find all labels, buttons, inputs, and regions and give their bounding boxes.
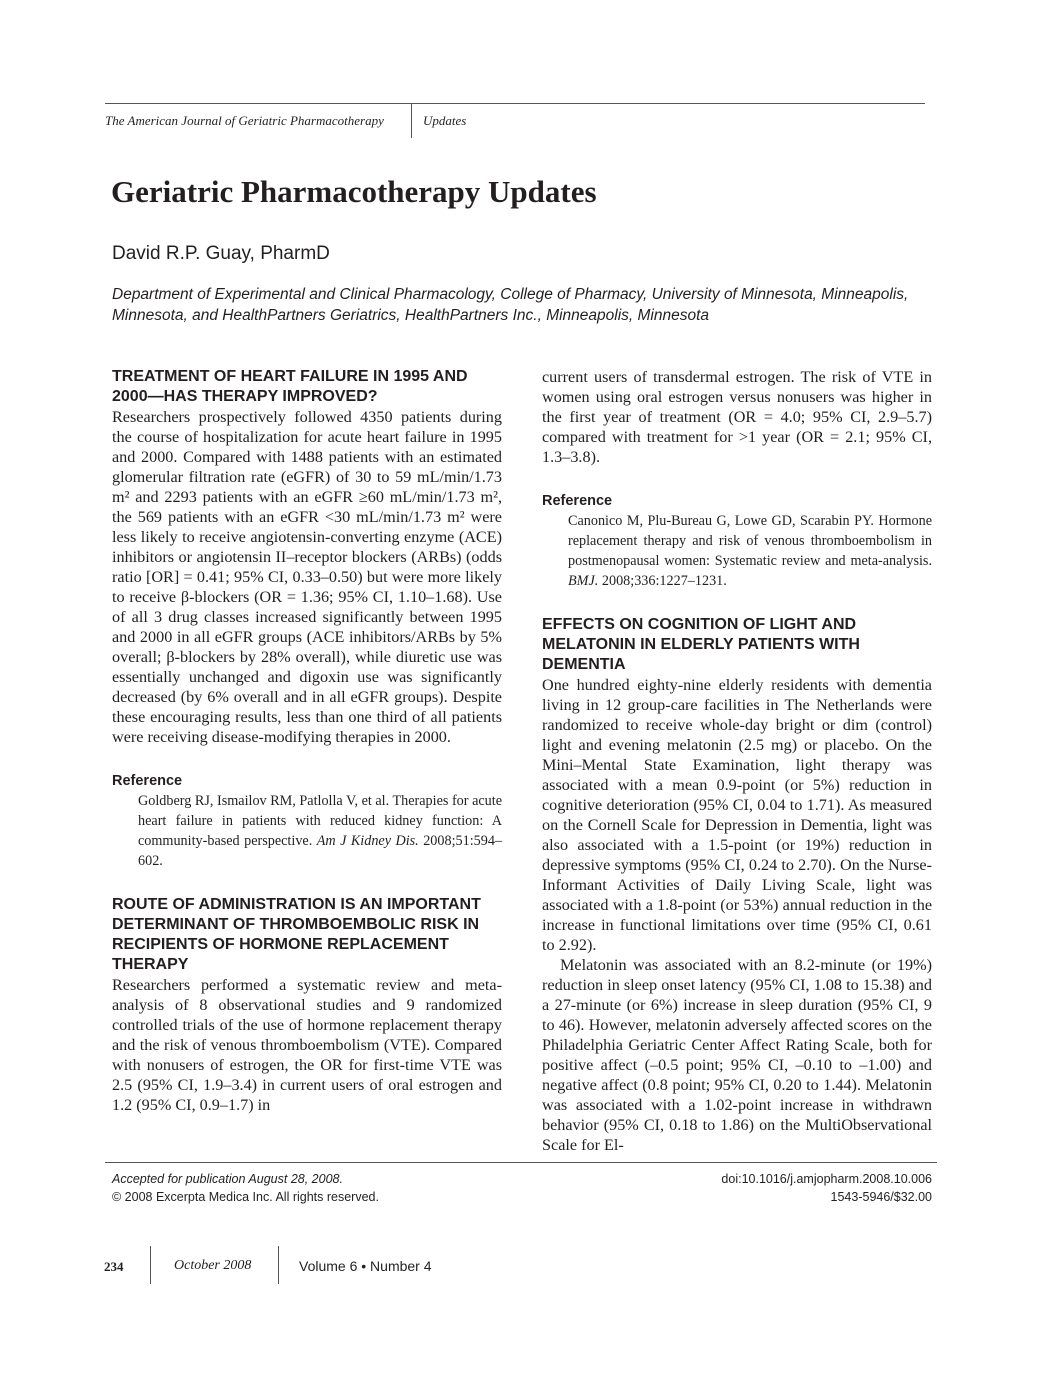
section-paragraph: Melatonin was associated with an 8.2-minute (or 19%) reduction in sleep onset latency (95% CI, 1.08 to 15.38) and a 27-minute (or 6%) increase in sleep duration (95% CI, 9 to 46). However, melatonin adversely affected scores on the Philadelphia Geriatric Center Affect Rating Scale, both for positive affect (–0.5 point; 95% CI, –0.10 to –1.00) and negative affect (0.8 point; 95% CI, 0.20 to 1.44). Melatonin was associated with a 1.02-point increase in withdrawn behavior (95% CI, 0.18 to 1.86) on the MultiObservational Scale for El- [542,956,932,1154]
accepted-date: Accepted for publication August 28, 2008. [112,1172,343,1186]
section-paragraph: One hundred eighty-nine elderly residents with dementia living in 12 group-care facilities in The Netherlands were randomized to receive whole-day bright or dim (control) light and evening melatonin (2.5 mg) or placebo. On the Mini–Mental State Examination, light therapy was associated with a mean 0.9-point (or 5%) reduction in cognitive deterioration (95% CI, 0.04 to 1.71). As measured on the Cornell Scale for Depression in Dementia, light was also associated with a 1.5-point (or 19%) reduction in depressive symptoms (95% CI, 0.24 to 2.70). On the Nurse-Informant Activities of Daily Living Scale, light was associated with a 1.8-point (or 53%) annual reduction in the increase in functional limitations over time (95% CI, 0.61 to 2.92). [542,676,932,954]
right-column [542,367,932,1155]
doi: doi:10.1016/j.amjopharm.2008.10.006 [721,1172,932,1186]
left-column [112,367,502,1115]
footer-divider [150,1246,151,1284]
footer-rule [105,1162,937,1163]
section-name: Updates [423,113,467,128]
reference-heading: Reference [112,773,183,789]
author: David R.P. Guay, PharmD [112,243,330,264]
header-rule [105,103,925,104]
reference-text: Goldberg RJ, Ismailov RM, Patlolla V, et al. Therapies for acute heart failure in patients with reduced kidney function: A community-based perspective. Am J Kidney Dis. 2008;51:594–602. [138,793,503,869]
affiliation: Department of Experimental and Clinical Pharmacology, College of Pharmacy, University of Minnesota, Minneapolis, Minnesota, and HealthPartners Geriatrics, HealthPartners Inc., Minneapolis, Minnesota [112,286,909,324]
reference-heading: Reference [542,493,613,509]
reference-text: Canonico M, Plu-Bureau G, Lowe GD, Scarabin PY. Hormone replacement therapy and risk of venous thromboembolism in postmenopausal women: Systematic review and meta-analysis. BMJ. 2008;336:1227–1231. [568,513,932,589]
issn-price: 1543-5946/$32.00 [830,1190,932,1204]
section-body: Researchers prospectively followed 4350 patients during the course of hospitalization for acute heart failure in 1995 and 2000. Compared with 1488 patients with an estimated glomerular filtration rate (eGFR) of 30 to 59 mL/min/1.73 m² and 2293 patients with an eGFR ≥60 mL/min/1.73 m², the 569 patients with an eGFR <30 mL/min/1.73 m² were less likely to receive angiotensin-converting enzyme (ACE) inhibitors or angiotensin II–receptor blockers (ARBs) (odds ratio [OR] = 0.41; 95% CI, 0.33–0.50) but were more likely to receive β-blockers (OR = 1.36; 95% CI, 1.10–1.68). Use of all 3 drug classes increased significantly between 1995 and 2000 in all eGFR groups (ACE inhibitors/ARBs by 5% overall; β-blockers by 28% overall), while diuretic use was essentially unchanged and digoxin use was significantly decreased (by 6% overall and in all eGFR groups). Despite these encouraging results, less than one third of all patients were receiving disease-modifying therapies in 2000. [112,408,502,746]
section-heading: TREATMENT OF HEART FAILURE IN 1995 AND 2000—HAS THERAPY IMPROVED? [112,368,468,405]
section-body: Researchers performed a systematic review and meta-analysis of 8 observational studies and 9 randomized controlled trials of the use of hormone replacement therapy and the risk of venous thromboembolism (VTE). Compared with nonusers of estrogen, the OR for first-time VTE was 2.5 (95% CI, 1.9–3.4) in current users of oral estrogen and 1.2 (95% CI, 0.9–1.7) in [112,976,502,1114]
footer-divider [278,1246,279,1284]
section-heading: ROUTE OF ADMINISTRATION IS AN IMPORTANT DETERMINANT OF THROMBOEMBOLIC RISK IN RECIPIENTS OF HORMONE REPLACEMENT THERAPY [112,896,481,973]
issue-date: October 2008 [174,1258,252,1273]
section-body-continued: current users of transdermal estrogen. The risk of VTE in women using oral estrogen versus nonusers was higher in the first year of treatment (OR = 4.0; 95% CI, 2.9–5.7) compared with treatment for >1 year (OR = 2.1; 95% CI, 1.3–3.8). [542,368,932,466]
copyright: © 2008 Excerpta Medica Inc. All rights reserved. [112,1190,379,1204]
page-number: 234 [104,1259,124,1274]
reference-journal: Am J Kidney Dis. [316,833,419,849]
journal-name: The American Journal of Geriatric Pharmacotherapy [105,113,384,128]
volume-number: Volume 6 • Number 4 [299,1258,432,1274]
page-title: Geriatric Pharmacotherapy Updates [111,174,597,209]
header-divider [411,103,412,138]
section-heading: EFFECTS ON COGNITION OF LIGHT AND MELATONIN IN ELDERLY PATIENTS WITH DEMENTIA [542,616,860,673]
reference-journal: BMJ. [568,573,599,589]
